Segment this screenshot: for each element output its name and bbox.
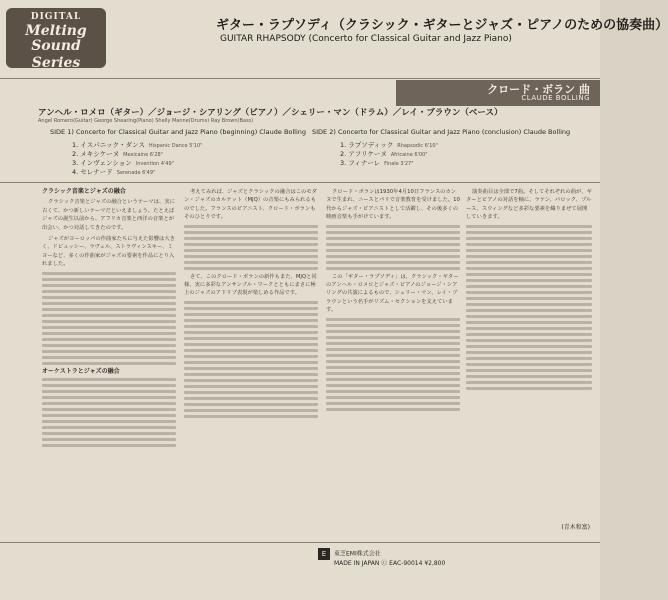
author-signature: (青木和富) <box>561 524 590 531</box>
catalog-number: MADE IN JAPAN Ⓒ EAC-90014 ¥2,800 <box>334 560 446 567</box>
liner-notes-column-3 <box>326 188 460 540</box>
track-item: 1. イスパニック・ダンス Hispanic Dance 5'10" <box>72 141 203 149</box>
melting-sound-series-logo <box>6 8 106 71</box>
notes-paragraph: クラシック音楽とジャズの融合というテーマは、実に古くて、かつ新しいテーマだといえましょう。たとえばジャズの誕生以前から、アフリカ音楽と西洋の音楽とが出会い、かつ対話してきたのです。 <box>42 199 175 231</box>
divider <box>0 542 600 543</box>
liner-notes-column-4 <box>466 188 592 540</box>
side2-tracklist <box>340 140 438 167</box>
composer-en: CLAUDE BOLLING <box>521 94 590 102</box>
notes-heading: クラシック音楽とジャズの融合 <box>42 188 126 195</box>
track-item: 3. インヴェンション Invention 4'49" <box>72 159 174 167</box>
notes-paragraph: クロード・ボランは1930年4月10日フランスのカンヌで生まれ、ニースとパリで音楽教育を受けました。10代からジャズ・ピアニストとして活躍し、その後多くの映画音楽も手がけています。 <box>326 189 460 221</box>
divider <box>0 78 600 79</box>
track-item: 3. フィナーレ Finale 3'27" <box>340 159 414 167</box>
composer-band <box>396 80 600 106</box>
composer-jp: クロード・ボラン 曲 <box>487 83 590 96</box>
logo-digital: DIGITAL <box>30 12 82 22</box>
notes-paragraph: 考えてみれば、ジャズとクラシックの融合はこのモダン・ジャズのカルテット（MJQ）の音楽にもみられるものでした。フランスのピアニスト、クロード・ボランもそのひとりです。 <box>184 189 317 221</box>
record-company: 東芝EMI株式会社 <box>334 550 381 558</box>
logo-line1: Melting Sound <box>25 23 87 54</box>
logo-line2: Series <box>31 55 81 71</box>
notes-paragraph: 演奏曲目は全部で7曲。そしてそれぞれの曲が、ギターとピアノの対話を軸に、ラテン、バロック、ブルース、スウィングなど多彩な要素を織りまぜて展開していきます。 <box>466 189 592 221</box>
performers-en: Angel Romero(Guitar) George Shearing(Piano) Shelly Manne(Drums) Ray Brown(Bass) <box>38 118 254 124</box>
label-footer <box>318 548 445 568</box>
track-item: 1. ラプソディック Rhapsodic 6'10" <box>340 141 438 149</box>
album-title-jp: ギター・ラプソディ（クラシック・ギターとジャズ・ピアノのための協奏曲） <box>216 18 668 33</box>
performers-jp: アンヘル・ロメロ（ギター）／ジョージ・シアリング（ピアノ）／シェリー・マン（ドラム）／レイ・ブラウン（ベース） <box>38 108 503 118</box>
divider <box>0 182 600 183</box>
notes-paragraph: この「ギター・ラプソディ」は、クラシック・ギターのアンヘル・ロメロとジャズ・ピアノのジョージ・シアリングの共演によるもので、シェリー・マン、レイ・ブラウンという名手がリズム・セクションを支えています。 <box>326 273 459 314</box>
side1-label: SIDE 1) Concerto for Classical Guitar and Jazz Piano (beginning) Claude Bolling <box>50 128 307 136</box>
track-item: 2. メキシケーヌ Mexicaine 6'28" <box>72 150 163 158</box>
track-item: 4. セレナード Serenade 6'49" <box>72 168 156 176</box>
side2-label: SIDE 2) Concerto for Classical Guitar and Jazz Piano (conclusion) Claude Bolling <box>312 128 571 136</box>
track-item: 2. アフリケーヌ Africaine 6'00" <box>340 150 428 158</box>
album-title-en: GUITAR RHAPSODY (Concerto for Classical Guitar and Jazz Piano) <box>220 34 512 44</box>
notes-paragraph: さて、このクロード・ボランの新作もまた、MJQと同様、実に多彩なアンサンブル・ワークとともにまさに極上のジャズのアドリブ表現が楽しめる作品です。 <box>184 273 317 297</box>
emi-logo-icon: E <box>318 548 330 560</box>
liner-notes-column-1 <box>42 188 176 540</box>
side1-tracklist <box>72 140 202 176</box>
notes-paragraph: ジャズがヨーロッパの作曲家たちに与えた影響は大きく、ドビュッシー、ラヴェル、ストラヴィンスキー、ミヨーなど、多くの作曲家がジャズの要素を作品にとり入れました。 <box>42 236 175 268</box>
notes-heading: オーケストラとジャズの融合 <box>42 367 120 375</box>
liner-notes-column-2 <box>184 188 318 540</box>
